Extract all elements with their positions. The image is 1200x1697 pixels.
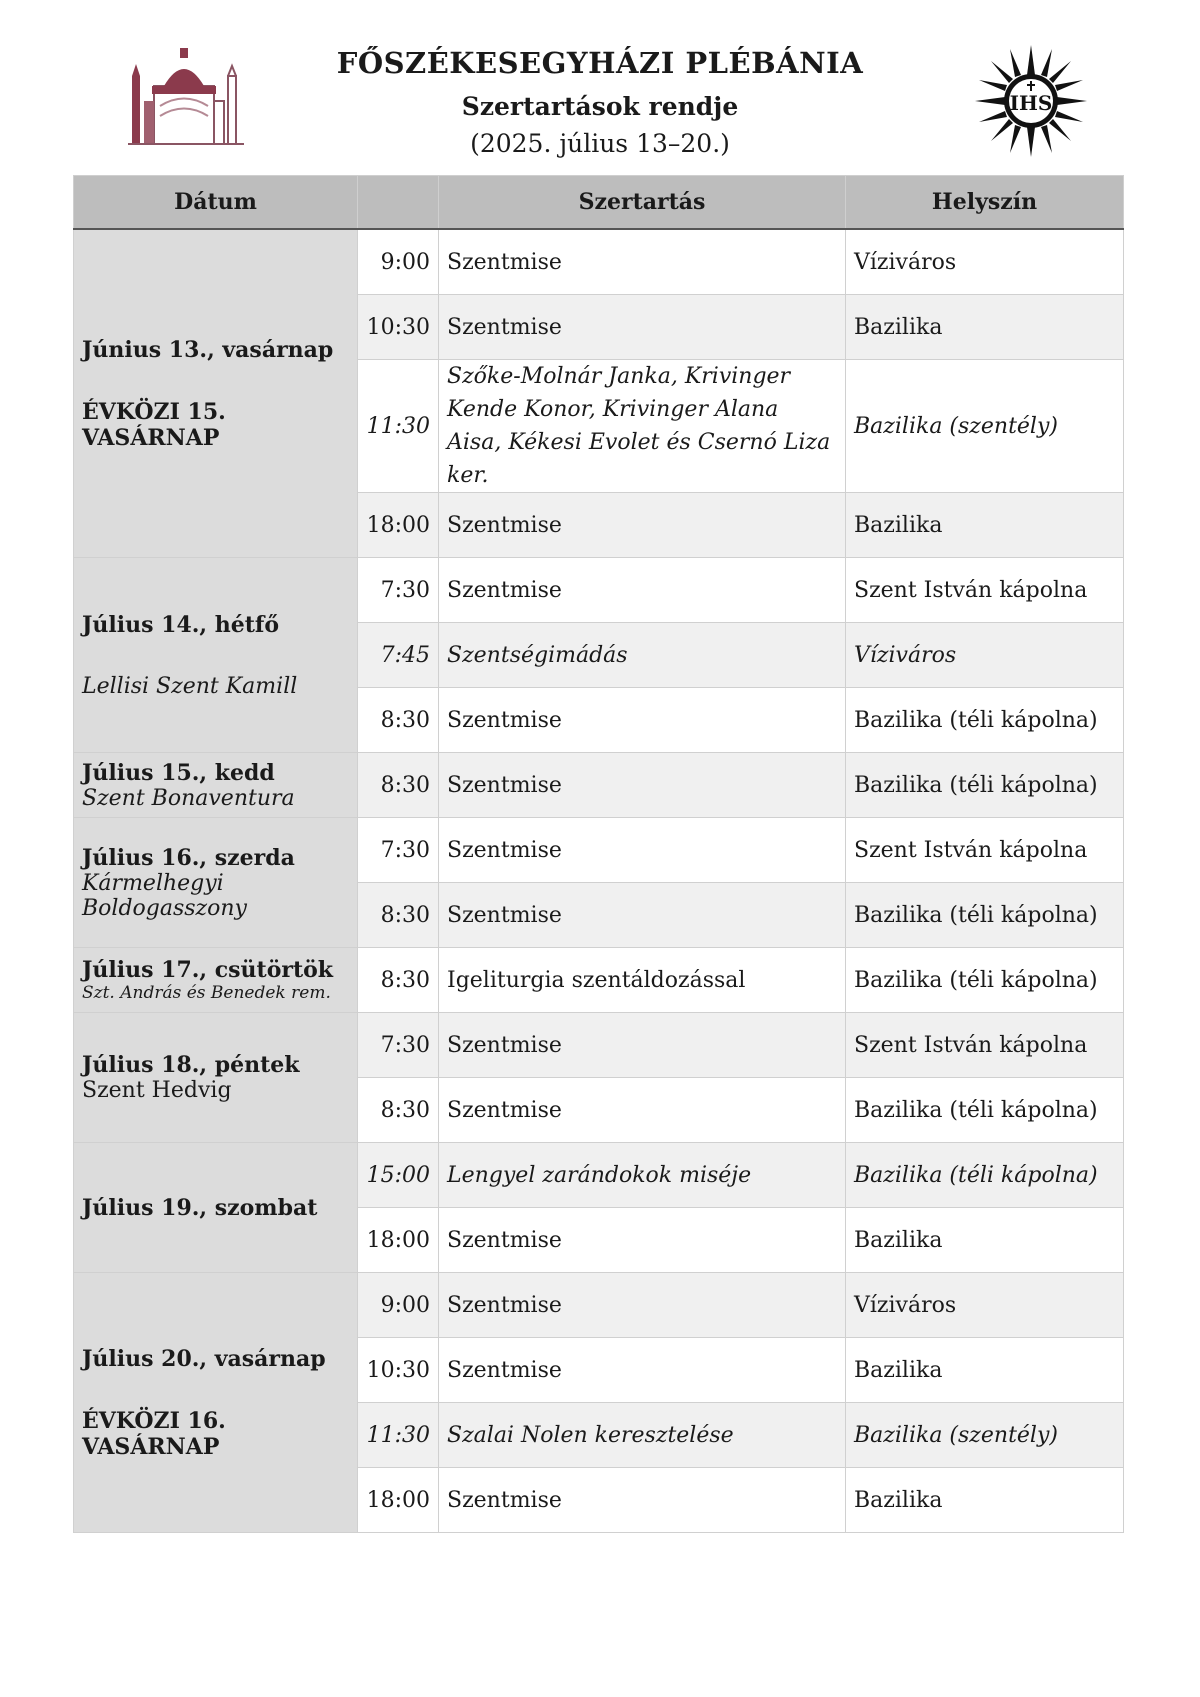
day-note: Kármelhegyi Boldogasszony: [82, 870, 247, 921]
time-cell: 7:30: [358, 1013, 439, 1078]
event-cell: Szentmise: [439, 818, 846, 883]
place-cell: Víziváros: [846, 623, 1124, 688]
table-row: [74, 1013, 1124, 1078]
day-cell: [74, 1273, 358, 1533]
day-date: Július 17., csütörtök: [82, 957, 334, 983]
time-cell: 9:00: [358, 1273, 439, 1338]
day-cell: [74, 818, 358, 948]
event-cell: Szőke-Molnár Janka, Krivinger Kende Konor, Krivinger Alana Aisa, Kékesi Evolet és Csernó Liza ker.: [439, 360, 846, 493]
day-cell: [74, 753, 358, 818]
time-cell: 7:45: [358, 623, 439, 688]
table-row: [74, 229, 1124, 295]
event-cell: Szentmise: [439, 229, 846, 295]
day-date: Július 16., szerda: [82, 844, 295, 871]
ihs-monogram: IHS: [1009, 91, 1053, 115]
place-cell: Bazilika (téli kápolna): [846, 1078, 1124, 1143]
time-cell: 8:30: [358, 883, 439, 948]
event-cell: Igeliturgia szentáldozással: [439, 948, 846, 1013]
event-cell: Szentmise: [439, 753, 846, 818]
event-cell: Szentmise: [439, 1338, 846, 1403]
time-cell: 10:30: [358, 295, 439, 360]
day-note: Lellisi Szent Kamill: [82, 673, 298, 699]
day-date: Július 15., kedd: [82, 759, 275, 786]
place-cell: Bazilika (téli kápolna): [846, 883, 1124, 948]
day-note: Szent Hedvig: [82, 1078, 232, 1103]
day-cell: [74, 229, 358, 558]
day-date: Június 13., vasárnap: [82, 336, 334, 363]
day-cell: [74, 1013, 358, 1143]
day-date: Július 19., szombat: [82, 1194, 318, 1221]
table-row: [74, 558, 1124, 623]
table-row: [74, 1143, 1124, 1208]
time-cell: 18:00: [358, 493, 439, 558]
event-cell: Szentmise: [439, 493, 846, 558]
place-cell: Szent István kápolna: [846, 1013, 1124, 1078]
event-cell: Szentmise: [439, 295, 846, 360]
place-cell: Bazilika: [846, 1338, 1124, 1403]
table-row: [74, 1273, 1124, 1338]
place-cell: Bazilika (téli kápolna): [846, 688, 1124, 753]
event-cell: Szalai Nolen keresztelése: [439, 1403, 846, 1468]
place-cell: Víziváros: [846, 229, 1124, 295]
place-cell: Szent István kápolna: [846, 558, 1124, 623]
page-title: FŐSZÉKESEGYHÁZI PLÉBÁNIA: [336, 46, 864, 80]
place-cell: Bazilika (szentély): [846, 360, 1124, 493]
place-cell: Szent István kápolna: [846, 818, 1124, 883]
col-header-time: [358, 176, 439, 230]
time-cell: 15:00: [358, 1143, 439, 1208]
time-cell: 11:30: [358, 1403, 439, 1468]
event-cell: Szentmise: [439, 1208, 846, 1273]
event-cell: Szentmise: [439, 1468, 846, 1533]
place-cell: Bazilika (téli kápolna): [846, 753, 1124, 818]
event-cell: Szentmise: [439, 688, 846, 753]
time-cell: 9:00: [358, 229, 439, 295]
event-cell: Szentségimádás: [439, 623, 846, 688]
day-note: ÉVKÖZI 15. VASÁRNAP: [82, 398, 226, 451]
day-date: Július 18., péntek: [82, 1052, 300, 1078]
place-cell: Bazilika: [846, 1208, 1124, 1273]
place-cell: Bazilika: [846, 1468, 1124, 1533]
day-date: Július 20., vasárnap: [82, 1345, 326, 1372]
place-cell: Bazilika (téli kápolna): [846, 1143, 1124, 1208]
day-note: Szt. András és Benedek rem.: [82, 983, 331, 1003]
time-cell: 11:30: [358, 360, 439, 493]
table-row: [74, 753, 1124, 818]
time-cell: 10:30: [358, 1338, 439, 1403]
place-cell: Bazilika: [846, 493, 1124, 558]
time-cell: 7:30: [358, 558, 439, 623]
col-header-date: Dátum: [74, 176, 358, 230]
table-row: [74, 948, 1124, 1013]
table-row: [74, 818, 1124, 883]
place-cell: Bazilika (szentély): [846, 1403, 1124, 1468]
day-cell: [74, 948, 358, 1013]
event-cell: Szentmise: [439, 1078, 846, 1143]
time-cell: 18:00: [358, 1208, 439, 1273]
time-cell: 7:30: [358, 818, 439, 883]
time-cell: 8:30: [358, 688, 439, 753]
day-note: Szent Bonaventura: [82, 785, 295, 811]
date-range: (2025. július 13–20.): [470, 129, 730, 158]
page-subtitle: Szertartások rendje: [461, 92, 739, 121]
place-cell: Bazilika: [846, 295, 1124, 360]
basilica-logo-icon: [124, 46, 254, 146]
day-date: Július 14., hétfő: [82, 611, 280, 638]
schedule-table: [73, 175, 1124, 1533]
col-header-service: Szertartás: [439, 176, 846, 230]
time-cell: 8:30: [358, 1078, 439, 1143]
page-header: [300, 40, 900, 158]
event-cell: Szentmise: [439, 1013, 846, 1078]
place-cell: Bazilika (téli kápolna): [846, 948, 1124, 1013]
day-note: ÉVKÖZI 16. VASÁRNAP: [82, 1407, 226, 1460]
time-cell: 8:30: [358, 753, 439, 818]
event-cell: Lengyel zarándokok miséje: [439, 1143, 846, 1208]
day-cell: [74, 558, 358, 753]
event-cell: Szentmise: [439, 883, 846, 948]
time-cell: 8:30: [358, 948, 439, 1013]
event-cell: Szentmise: [439, 1273, 846, 1338]
time-cell: 18:00: [358, 1468, 439, 1533]
col-header-location: Helyszín: [846, 176, 1124, 230]
place-cell: Víziváros: [846, 1273, 1124, 1338]
ihs-sun-emblem-icon: [975, 45, 1087, 157]
day-cell: [74, 1143, 358, 1273]
table-header-row: [74, 176, 1124, 230]
event-cell: Szentmise: [439, 558, 846, 623]
